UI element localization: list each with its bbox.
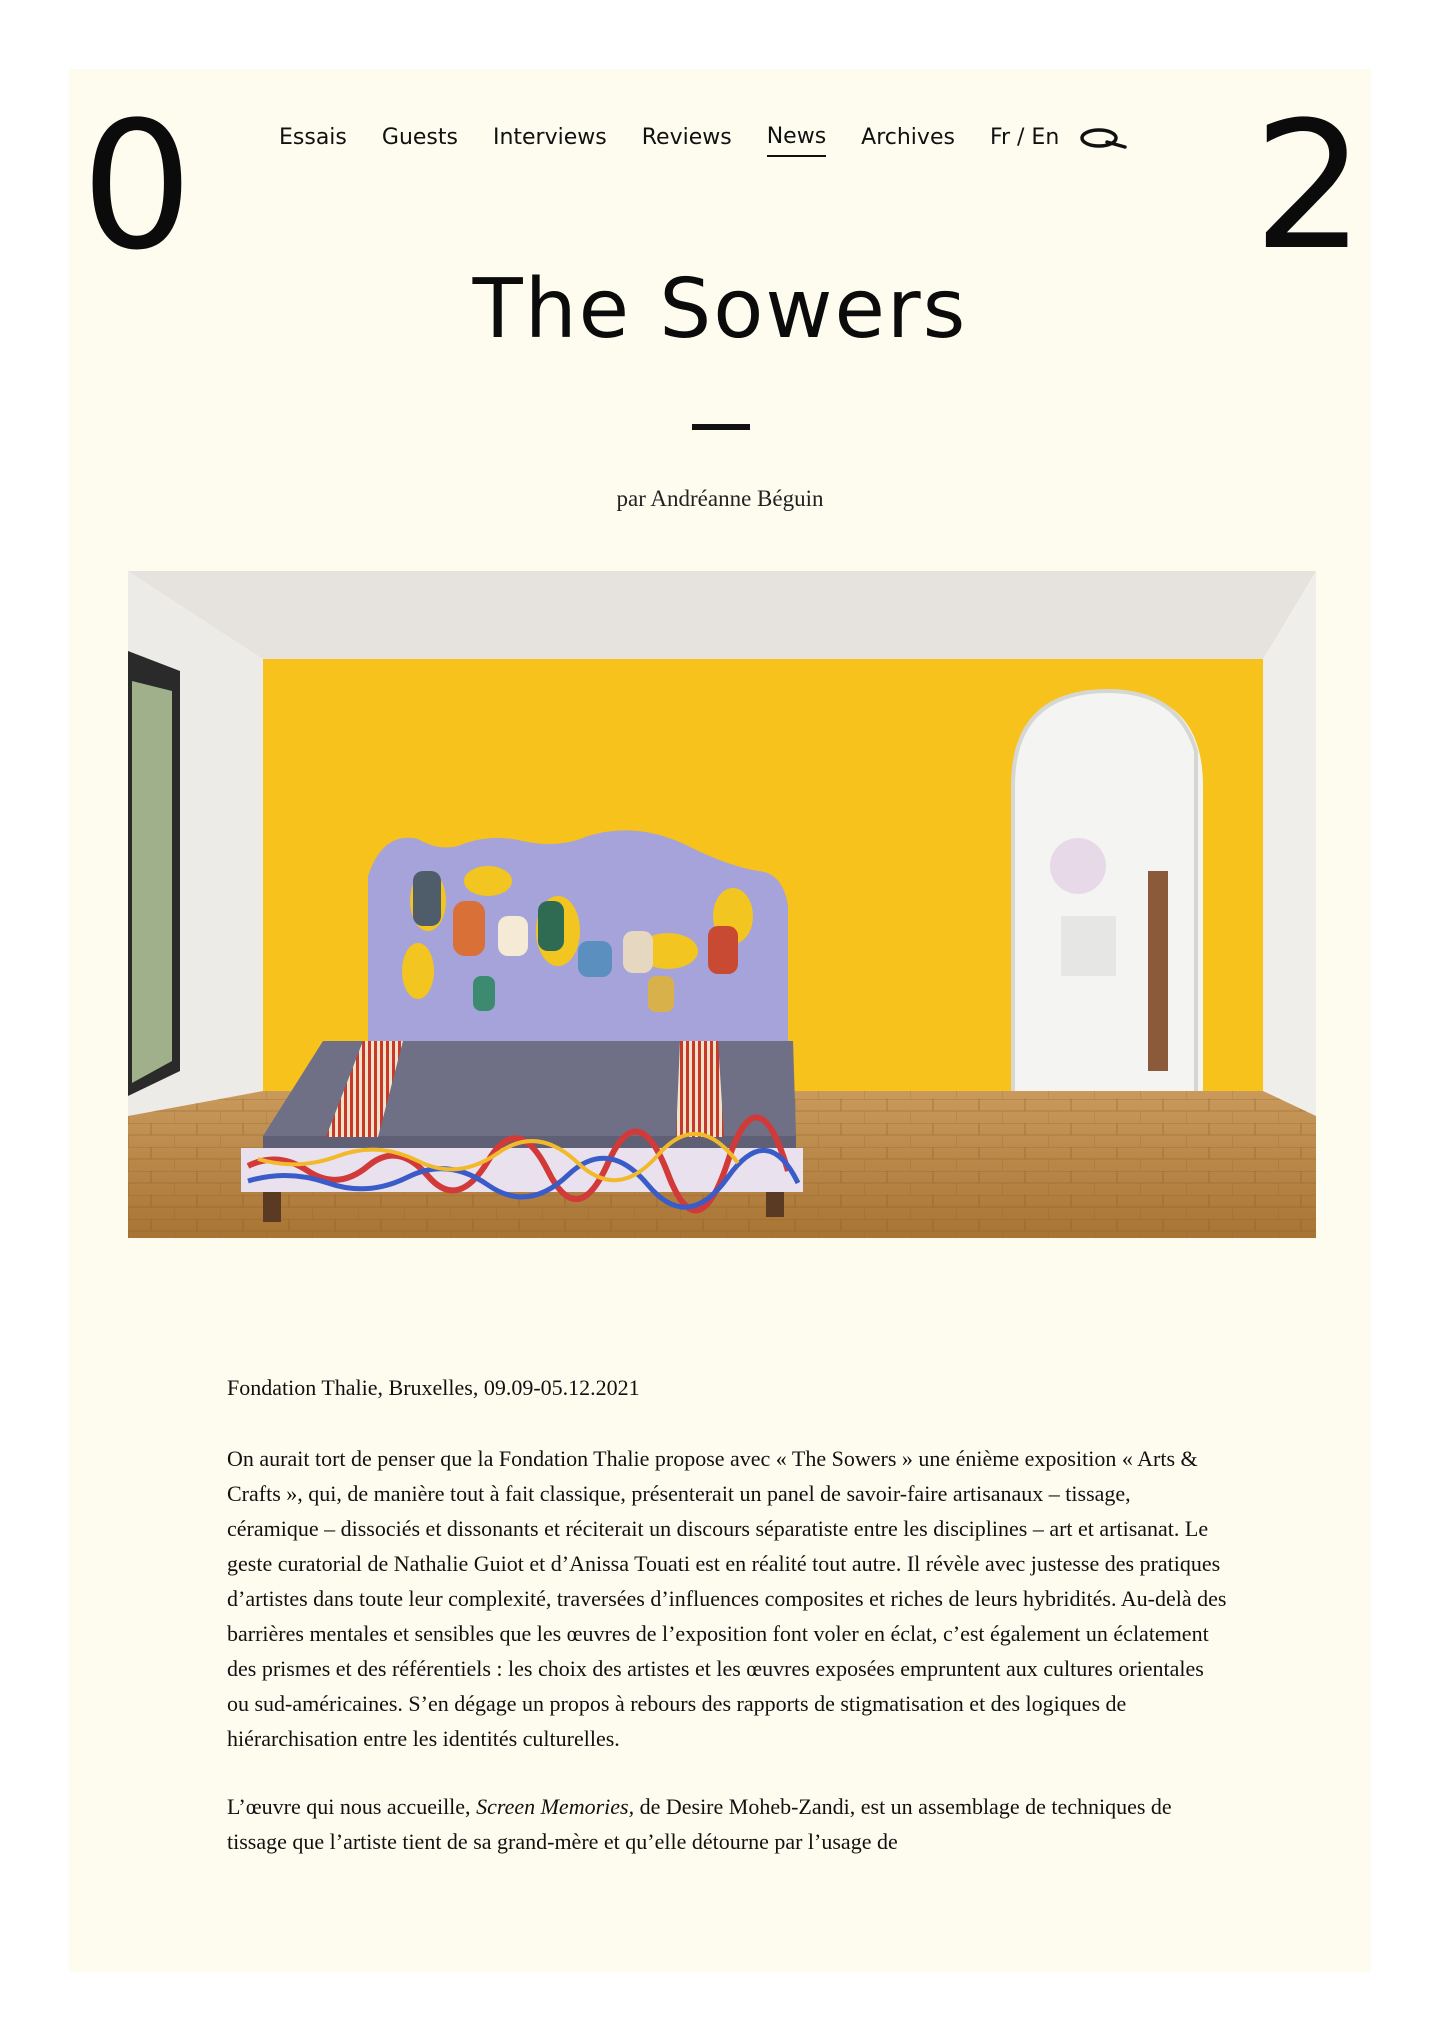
artwork-title: Screen Memories,	[476, 1794, 635, 1819]
article-title: The Sowers	[472, 262, 968, 357]
nav-item-interviews[interactable]: Interviews	[492, 125, 607, 150]
logo-digit-left[interactable]: 0	[81, 84, 189, 289]
paragraph-2	[227, 1789, 1227, 1859]
page	[69, 69, 1371, 1972]
nav-item-archives[interactable]: Archives	[861, 125, 955, 150]
paragraph-1: On aurait tort de penser que la Fondation Thalie propose avec « The Sowers » une énième exposition « Arts & Crafts », qui, de manière tout à fait classique, présenterait un panel de savoir-faire artisanaux – tissage, céramique – dissociés et dissonants et réciterait un discours séparatiste entre les disciplines – art et artisanat. Le geste curatorial de Nathalie Guiot et d’Anissa Touati est en réalité tout autre. Il révèle avec justesse des pratiques d’artistes dans toute leur complexité, traversées d’influences composites et riches de leurs hybridités. Au-delà des barrières mentales et sensibles que les œuvres de l’exposition font voler en éclat, c’est également un éclatement des prismes et des référentiels : les choix des artistes et les œuvres exposées empruntent aux cultures orientales ou sud-américaines. S’en dégage un propos à rebours des rapports de stigmatisation et des logiques de hiérarchisation entre les identités culturelles.	[227, 1446, 1227, 1751]
nav-item-guests[interactable]: Guests	[381, 125, 458, 150]
nav-item-essais[interactable]: Essais	[279, 125, 347, 150]
logo-digit-right[interactable]: 2	[1253, 84, 1361, 289]
nav-item-reviews[interactable]: Reviews	[641, 125, 732, 150]
nav-item-news[interactable]: News	[767, 124, 826, 157]
exhibition-info: Fondation Thalie, Bruxelles, 09.09-05.12.2021	[227, 1375, 640, 1400]
article-author[interactable]: par Andréanne Béguin	[616, 486, 824, 511]
article-body	[227, 1441, 1227, 1892]
language-switch[interactable]: Fr / En	[989, 125, 1060, 150]
exhibition-photo	[128, 571, 1316, 1238]
title-divider	[692, 424, 750, 430]
paragraph-2-start: L’œuvre qui nous accueille,	[227, 1794, 477, 1819]
main-nav	[279, 124, 1127, 157]
search-icon[interactable]	[1079, 127, 1127, 151]
paragraph-2-rest: de Desire Moheb-Zandi, est un assemblage de techniques de tissage que l’artiste tient de sa grand-mère et qu’elle détourne par l’usage de	[227, 1794, 1172, 1854]
